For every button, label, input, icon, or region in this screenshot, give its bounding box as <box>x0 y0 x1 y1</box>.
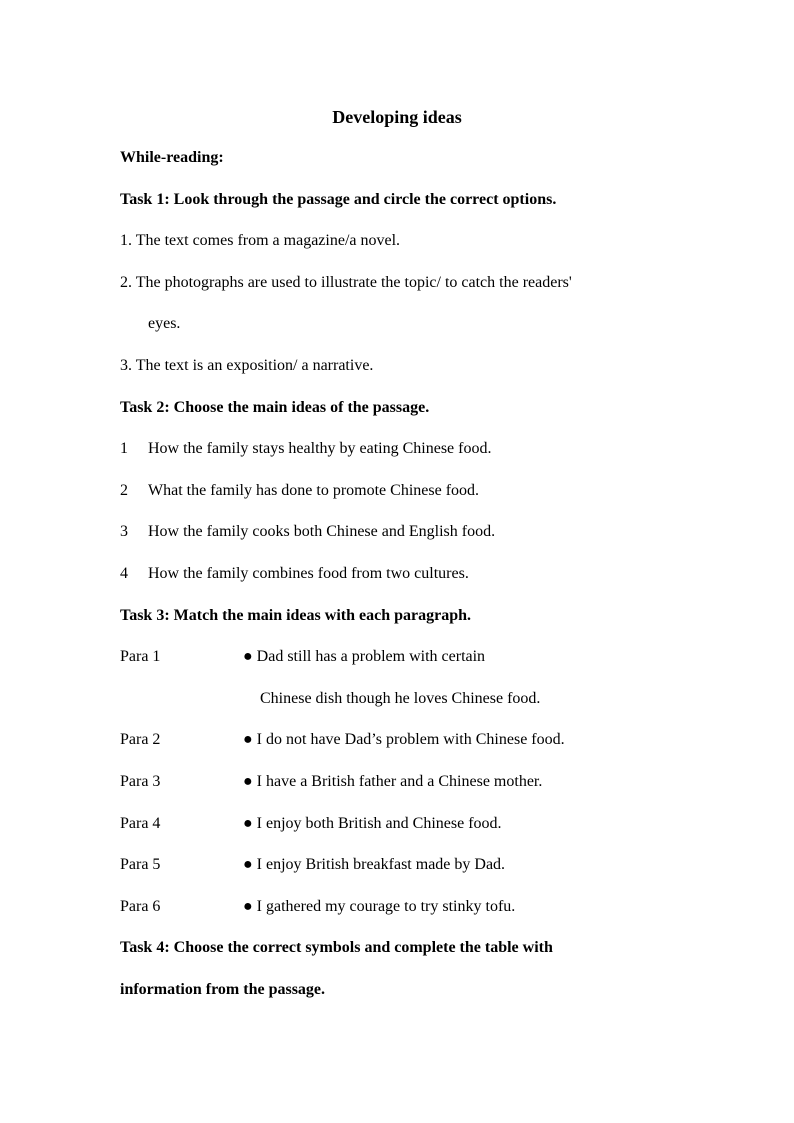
para-idea <box>243 730 565 750</box>
task2-item-number: 4 <box>120 565 128 582</box>
para-label: Para 1 <box>120 648 161 665</box>
task2-item <box>120 522 495 542</box>
para-label: Para 6 <box>120 898 161 915</box>
para-idea-text: I gathered my courage to try stinky tofu. <box>256 898 516 915</box>
para-label: Para 2 <box>120 731 161 748</box>
task1-item-3: 3. The text is an exposition/ a narrative. <box>120 357 374 374</box>
task2-heading: Task 2: Choose the main ideas of the passage. <box>120 399 430 416</box>
para-idea <box>243 897 515 917</box>
task1-item-2-cont: eyes. <box>148 315 181 332</box>
task2-item-text: How the family cooks both Chinese and English food. <box>148 523 496 540</box>
task2-item <box>120 564 469 584</box>
task2-item-number: 1 <box>120 440 128 457</box>
para-idea <box>243 814 502 834</box>
task2-item-number: 3 <box>120 523 128 540</box>
task1-heading: Task 1: Look through the passage and circle the correct options. <box>120 191 557 208</box>
bullet-icon: ● <box>243 815 253 832</box>
task2-item-text: What the family has done to promote Chinese food. <box>148 482 480 499</box>
bullet-icon: ● <box>243 856 253 873</box>
section-heading: While-reading: <box>120 149 224 166</box>
task4-heading: Task 4: Choose the correct symbols and complete the table with <box>120 939 553 956</box>
para-idea-text: Dad still has a problem with certain <box>256 648 486 665</box>
task1-item-2: 2. The photographs are used to illustrate the topic/ to catch the readers' <box>120 274 572 291</box>
task2-item <box>120 439 491 459</box>
bullet-icon: ● <box>243 648 253 665</box>
task3-heading: Task 3: Match the main ideas with each paragraph. <box>120 607 471 624</box>
para-label: Para 5 <box>120 856 161 873</box>
para-label: Para 3 <box>120 773 161 790</box>
task4-heading-cont: information from the passage. <box>120 981 326 998</box>
para-idea-text: I do not have Dad’s problem with Chinese food. <box>256 731 565 748</box>
bullet-icon: ● <box>243 731 253 748</box>
para-label: Para 4 <box>120 815 161 832</box>
para-idea-cont: Chinese dish though he loves Chinese food. <box>260 690 541 707</box>
task2-item <box>120 481 479 501</box>
para-idea-text: I enjoy both British and Chinese food. <box>256 815 502 832</box>
task2-item-number: 2 <box>120 482 128 499</box>
para-idea <box>243 772 542 792</box>
task2-item-text: How the family stays healthy by eating Chinese food. <box>148 440 492 457</box>
para-idea <box>243 647 485 667</box>
task1-item-1: 1. The text comes from a magazine/a novel. <box>120 232 401 249</box>
bullet-icon: ● <box>243 773 253 790</box>
para-idea <box>243 855 505 875</box>
bullet-icon: ● <box>243 898 253 915</box>
task2-item-text: How the family combines food from two cultures. <box>148 565 469 582</box>
para-idea-text: I enjoy British breakfast made by Dad. <box>256 856 506 873</box>
page-title: Developing ideas <box>332 107 462 127</box>
para-idea-text: I have a British father and a Chinese mother. <box>256 773 543 790</box>
